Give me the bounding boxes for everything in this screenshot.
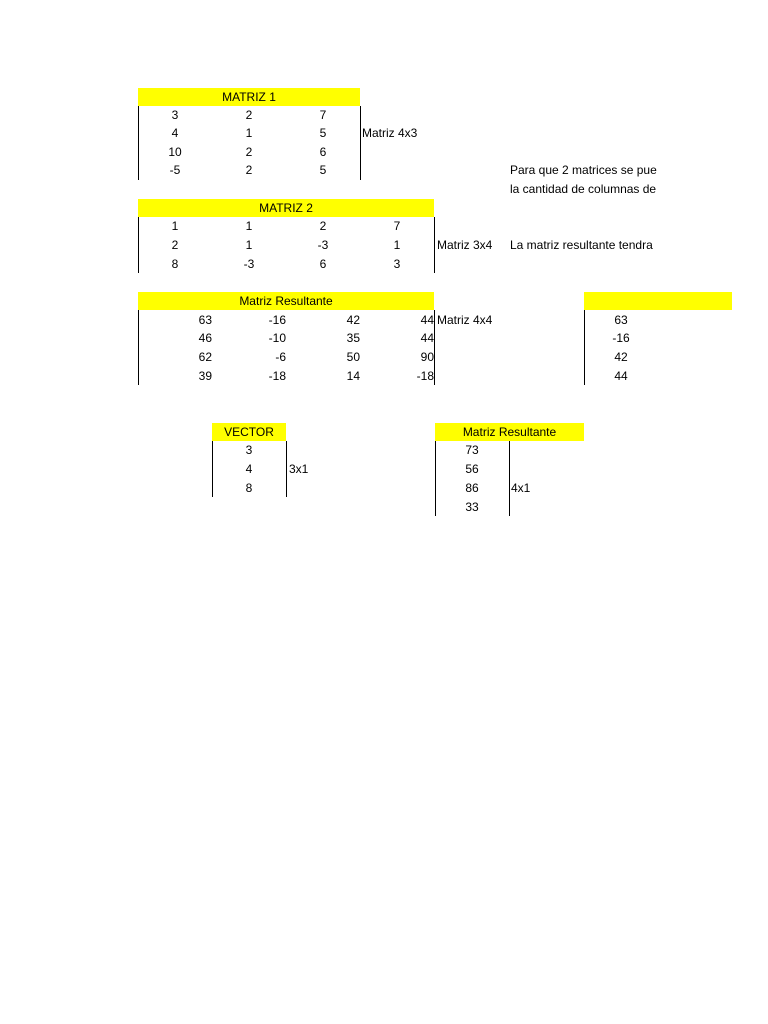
matriz1-cell[interactable]: 7 [319, 108, 327, 122]
matriz2-cell[interactable]: 1 [245, 238, 253, 252]
resultante-right-border [434, 310, 435, 385]
vector-result-cell[interactable]: 56 [465, 462, 479, 476]
matriz1-cell[interactable]: 5 [319, 126, 327, 140]
resultante-cell[interactable]: 44 [420, 313, 434, 327]
matriz1-header[interactable]: MATRIZ 1 [138, 88, 360, 106]
matriz1-cell[interactable]: 2 [245, 163, 253, 177]
vector-cell[interactable]: 3 [245, 443, 253, 457]
matriz1-right-border [360, 106, 361, 180]
resultante-header[interactable]: Matriz Resultante [138, 292, 434, 310]
vector-result-cell[interactable]: 73 [465, 443, 479, 457]
vector-result-cell[interactable]: 86 [465, 481, 479, 495]
resultante-cell[interactable]: 39 [198, 369, 212, 383]
matriz2-cell[interactable]: 2 [319, 219, 327, 233]
resultante-dimension-label[interactable]: Matriz 4x4 [437, 313, 493, 327]
resultante-cell[interactable]: 50 [346, 350, 360, 364]
matriz1-cell[interactable]: 2 [245, 108, 253, 122]
vector-result-dimension-label[interactable]: 4x1 [511, 481, 531, 495]
matriz2-cell[interactable]: 1 [171, 219, 179, 233]
resultante-cell[interactable]: 90 [420, 350, 434, 364]
note-line-1[interactable]: Para que 2 matrices se pue [510, 163, 657, 177]
resultante-cell[interactable]: -10 [268, 331, 286, 345]
vector-header[interactable]: VECTOR [212, 423, 286, 441]
side-column-cell[interactable]: 42 [614, 350, 628, 364]
matriz1-cell[interactable]: 2 [245, 145, 253, 159]
resultante-cell[interactable]: -18 [268, 369, 286, 383]
matriz2-cell[interactable]: 6 [319, 257, 327, 271]
side-column-cell[interactable]: 63 [614, 313, 628, 327]
vector-result-right-border [509, 441, 510, 516]
resultante-cell[interactable]: 63 [198, 313, 212, 327]
matriz2-right-border [434, 217, 435, 273]
matriz2-header[interactable]: MATRIZ 2 [138, 199, 434, 217]
resultante-cell[interactable]: -6 [275, 350, 286, 364]
vector-dimension-label[interactable]: 3x1 [289, 462, 309, 476]
resultante-cell[interactable]: -16 [268, 313, 286, 327]
vector-cell[interactable]: 8 [245, 481, 253, 495]
side-column-cell[interactable]: 44 [614, 369, 628, 383]
matriz1-cell[interactable]: 10 [168, 145, 182, 159]
matriz2-cell[interactable]: -3 [243, 257, 255, 271]
matriz2-cell[interactable]: -3 [317, 238, 329, 252]
side-column-header[interactable] [584, 292, 732, 310]
resultante-cell[interactable]: 46 [198, 331, 212, 345]
vector-cell[interactable]: 4 [245, 462, 253, 476]
note-line-2[interactable]: la cantidad de columnas de [510, 182, 657, 196]
matriz1-cell[interactable]: 1 [245, 126, 253, 140]
resultante-cell[interactable]: 44 [420, 331, 434, 345]
resultante-cell[interactable]: 62 [198, 350, 212, 364]
matriz1-cell[interactable]: 6 [319, 145, 327, 159]
vector-result-cell[interactable]: 33 [465, 500, 479, 514]
note-line-3[interactable]: La matriz resultante tendra [510, 238, 653, 252]
matriz2-cell[interactable]: 8 [171, 257, 179, 271]
resultante-cell[interactable]: 14 [346, 369, 360, 383]
matriz1-cell[interactable]: 4 [171, 126, 179, 140]
matriz2-cell[interactable]: 1 [393, 238, 401, 252]
matriz1-cell[interactable]: -5 [169, 163, 181, 177]
vector-result-header[interactable]: Matriz Resultante [435, 423, 584, 441]
vector-right-border [286, 441, 287, 497]
matriz1-dimension-label[interactable]: Matriz 4x3 [362, 126, 418, 140]
resultante-cell[interactable]: -18 [416, 369, 434, 383]
matriz1-cell[interactable]: 5 [319, 163, 327, 177]
matriz2-cell[interactable]: 3 [393, 257, 401, 271]
matriz2-cell[interactable]: 7 [393, 219, 401, 233]
matriz2-cell[interactable]: 2 [171, 238, 179, 252]
resultante-cell[interactable]: 35 [346, 331, 360, 345]
matriz1-cell[interactable]: 3 [171, 108, 179, 122]
matriz2-cell[interactable]: 1 [245, 219, 253, 233]
matriz2-dimension-label[interactable]: Matriz 3x4 [437, 238, 493, 252]
resultante-cell[interactable]: 42 [346, 313, 360, 327]
side-column-cell[interactable]: -16 [612, 331, 630, 345]
